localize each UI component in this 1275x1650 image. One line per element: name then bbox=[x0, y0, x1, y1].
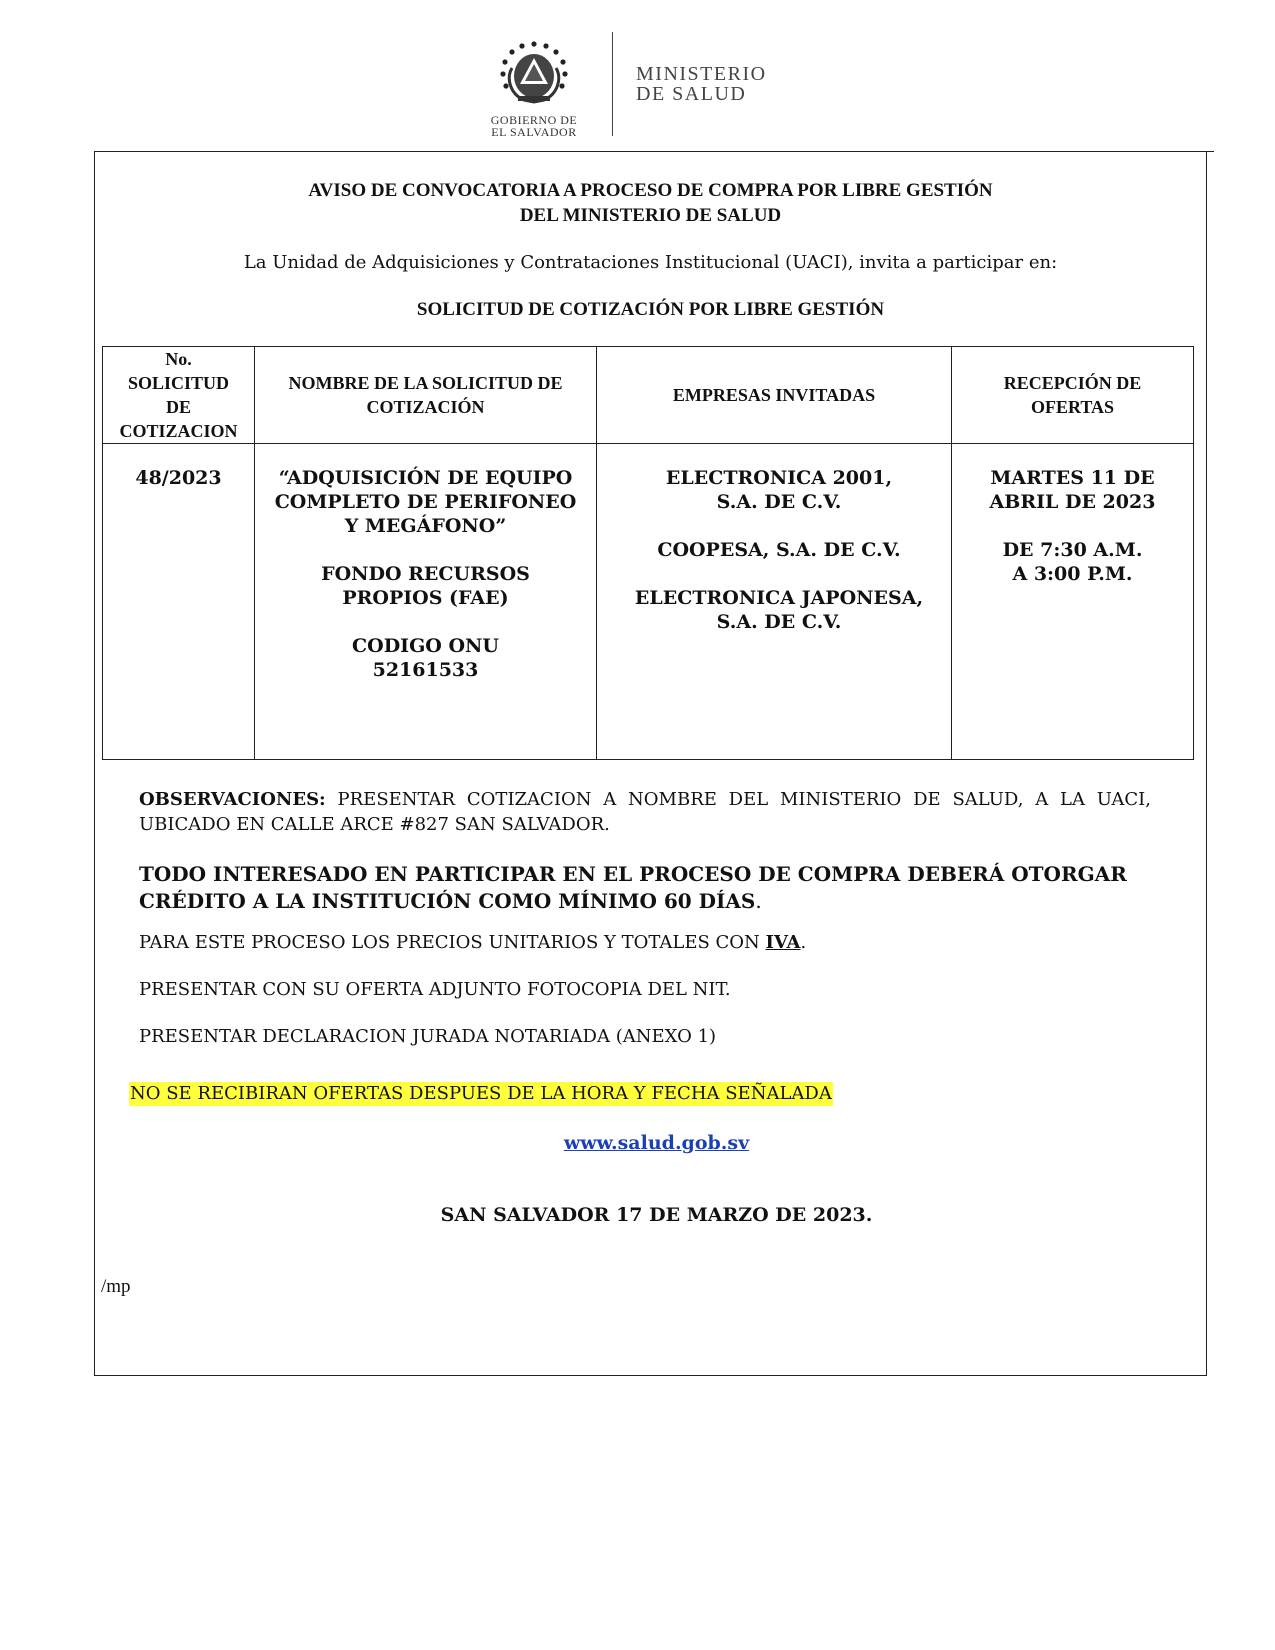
header-request-number bbox=[103, 347, 255, 444]
subtitle: SOLICITUD DE COTIZACIÓN POR LIBRE GESTIÓN bbox=[416, 299, 885, 320]
letterhead bbox=[470, 30, 830, 140]
fund-line: PROPIOS (FAE) bbox=[342, 587, 509, 609]
coat-of-arms-icon bbox=[488, 38, 580, 110]
place-date: SAN SALVADOR 17 DE MARZO DE 2023. bbox=[440, 1204, 873, 1226]
code-line: CODIGO ONU bbox=[352, 635, 499, 657]
title-line-2: DEL MINISTERIO DE SALUD bbox=[519, 205, 782, 226]
request-name-line: COMPLETO DE PERIFONEO bbox=[274, 491, 577, 513]
header-text: COTIZACIÓN bbox=[366, 397, 485, 417]
cell-request-number bbox=[103, 444, 255, 760]
fund-line: FONDO RECURSOS bbox=[321, 563, 530, 585]
header-offer-reception bbox=[952, 347, 1194, 444]
company-line: S.A. DE C.V. bbox=[716, 491, 842, 513]
nit-line: PRESENTAR CON SU OFERTA ADJUNTO FOTOCOPIA DEL NIT. bbox=[139, 979, 731, 1000]
credit-notice bbox=[139, 861, 1159, 915]
reception-date-line: ABRIL DE 2023 bbox=[989, 491, 1156, 513]
observations-text: PRESENTAR COTIZACION A NOMBRE DEL MINISTERIO DE SALUD, A LA UACI, UBICADO EN CALLE ARCE #827 SAN SALVADOR. bbox=[139, 789, 1151, 835]
notice-title bbox=[94, 178, 1207, 228]
iva-emphasis: IVA bbox=[765, 932, 801, 953]
ministry-line-2: DE SALUD bbox=[636, 83, 747, 105]
ministry-name bbox=[636, 64, 767, 104]
observations-label: OBSERVACIONES: bbox=[139, 789, 326, 810]
government-seal bbox=[470, 38, 600, 139]
header-text: OFERTAS bbox=[1030, 397, 1115, 417]
table-header-row bbox=[103, 347, 1194, 444]
request-name-line: “ADQUISICIÓN DE EQUIPO bbox=[278, 467, 573, 489]
company-line: ELECTRONICA JAPONESA, bbox=[634, 587, 924, 609]
credit-notice-text: TODO INTERESADO EN PARTICIPAR EN EL PROCESO DE COMPRA DEBERÁ OTORGAR CRÉDITO A LA INSTITUCIÓN COMO MÍNIMO 60 DÍAS bbox=[139, 862, 1127, 913]
ministry-line-1: MINISTERIO bbox=[636, 63, 767, 85]
table-row bbox=[103, 444, 1194, 760]
request-number: 48/2023 bbox=[135, 467, 222, 489]
notice-frame bbox=[94, 151, 1207, 1376]
code-line: 52161533 bbox=[372, 659, 479, 681]
header-divider bbox=[612, 32, 613, 136]
author-initials: /mp bbox=[101, 1276, 131, 1297]
header-text: DE bbox=[165, 397, 191, 417]
website-link[interactable]: www.salud.gob.sv bbox=[563, 1132, 750, 1154]
gov-line-2: EL SALVADOR bbox=[491, 125, 577, 139]
header-invited-companies: EMPRESAS INVITADAS bbox=[597, 347, 952, 444]
company-line: ELECTRONICA 2001, bbox=[665, 467, 893, 489]
frame-divider bbox=[1206, 151, 1214, 152]
quotation-table bbox=[102, 346, 1194, 760]
iva-line bbox=[139, 931, 806, 955]
credit-notice-period: . bbox=[755, 889, 762, 913]
declaration-line: PRESENTAR DECLARACION JURADA NOTARIADA (ANEXO 1) bbox=[139, 1026, 717, 1047]
observations bbox=[139, 787, 1151, 837]
header-text: COTIZACION bbox=[119, 421, 238, 441]
reception-hours-line: DE 7:30 A.M. bbox=[1002, 539, 1143, 561]
header-text: NOMBRE DE LA SOLICITUD DE bbox=[288, 373, 563, 393]
iva-line-end: . bbox=[800, 932, 807, 953]
gov-line-1: GOBIERNO DE bbox=[490, 113, 578, 127]
header-text: SOLICITUD bbox=[127, 373, 230, 393]
title-line-1: AVISO DE CONVOCATORIA A PROCESO DE COMPRA POR LIBRE GESTIÓN bbox=[308, 180, 993, 201]
reception-date-line: MARTES 11 DE bbox=[990, 467, 1155, 489]
header-request-name bbox=[255, 347, 597, 444]
cell-invited-companies bbox=[597, 444, 952, 760]
header-text: RECEPCIÓN DE bbox=[1003, 373, 1142, 393]
cell-offer-reception bbox=[952, 444, 1194, 760]
iva-line-text: PARA ESTE PROCESO LOS PRECIOS UNITARIOS Y TOTALES CON bbox=[139, 932, 766, 953]
request-name-line: Y MEGÁFONO” bbox=[344, 515, 507, 537]
deadline-warning: NO SE RECIBIRAN OFERTAS DESPUES DE LA HORA Y FECHA SEÑALADA bbox=[130, 1083, 832, 1104]
government-name bbox=[470, 114, 598, 138]
company-line: COOPESA, S.A. DE C.V. bbox=[657, 539, 901, 561]
intro-text: La Unidad de Adquisiciones y Contrataciones Institucional (UACI), invita a participar en: bbox=[243, 252, 1058, 273]
header-text: No. bbox=[165, 349, 192, 369]
company-line: S.A. DE C.V. bbox=[716, 611, 842, 633]
cell-request-name bbox=[255, 444, 597, 760]
reception-hours-line: A 3:00 P.M. bbox=[1012, 563, 1133, 585]
